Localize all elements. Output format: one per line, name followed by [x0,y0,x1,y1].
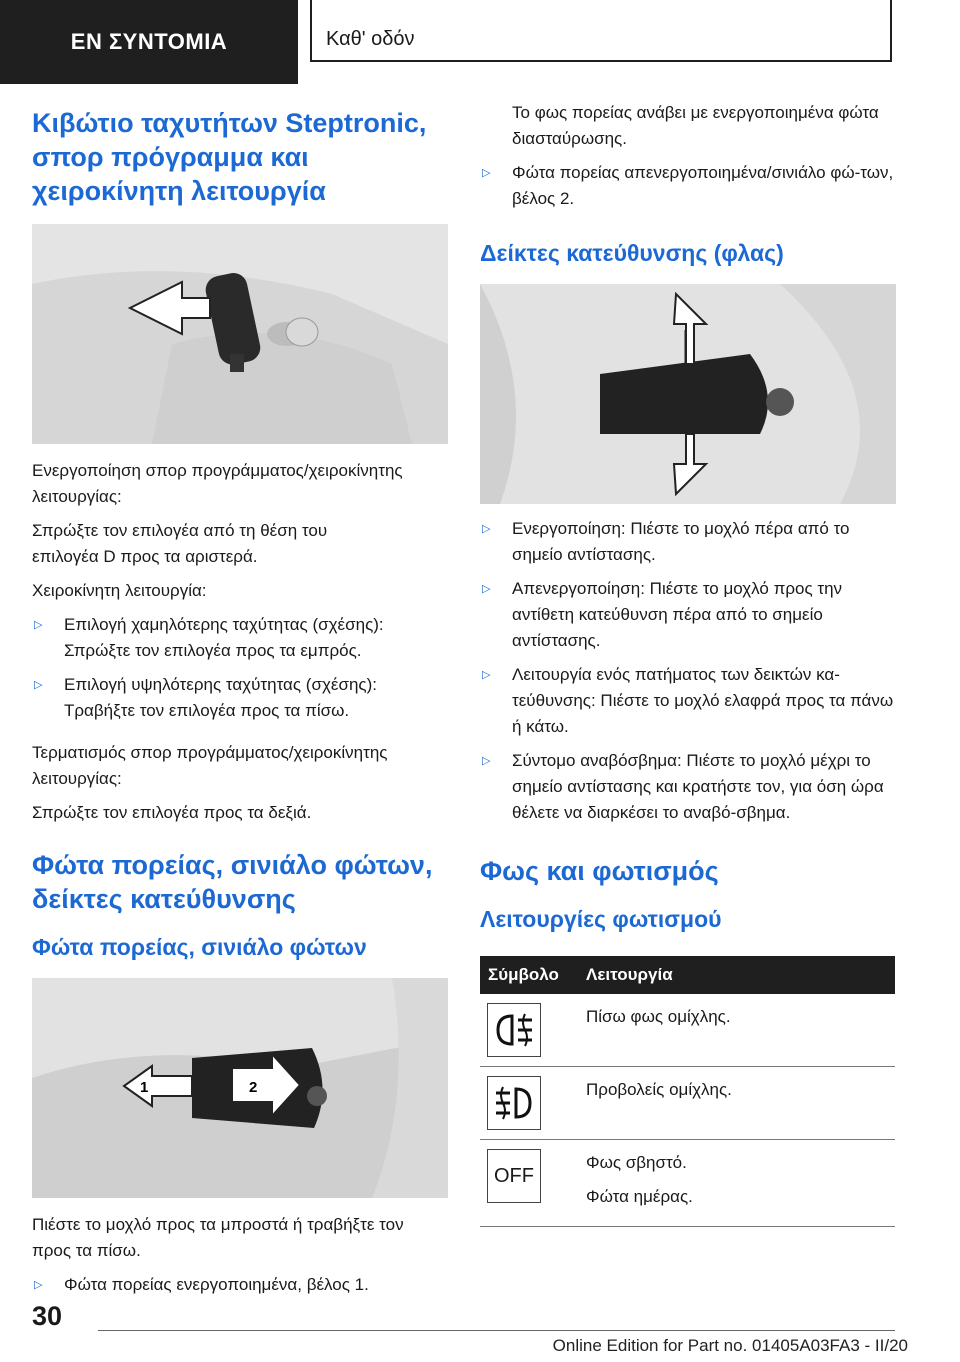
left-column [32,100,452,1298]
turn-signal-subheading: Δείκτες κατεύθυνσης (φλας) [480,240,784,266]
paragraph: Ενεργοποίηση σπορ προγράμματος/χειροκίνητης λειτουργίας: [32,461,403,506]
bullet-triangle-icon: ▷ [34,619,43,631]
list-item: ▷ Επιλογή χαμηλότερης ταχύτητας (σχέσης): Σπρώξτε τον επιλογέα προς τα εμπρός. [32,612,452,664]
bullet-triangle-icon: ▷ [482,583,491,595]
table-header-function: Λειτουργία [578,956,895,994]
footer-divider [98,1330,895,1331]
table-row [480,1067,895,1140]
lighting-symbol-table [480,956,895,1227]
table-row [480,994,895,1067]
row-text: Φως σβηστό. [586,1153,687,1172]
section-tab [0,0,298,84]
list-item: ▷ Ενεργοποίηση: Πιέστε το μοχλό πέρα από το σημείο αντίστασης. [480,516,900,568]
bullet-triangle-icon: ▷ [482,669,491,681]
high-beam-subheading: Φώτα πορείας, σινιάλο φώτων [32,934,367,960]
lighting-heading: Φως και φωτισμός [480,856,719,886]
paragraph: Σπρώξτε τον επιλογέα από τη θέση του επιλογέα D προς τα αριστερά. [32,521,328,566]
row-text: Φώτα ημέρας. [586,1187,693,1206]
arrow-label-2: 2 [249,1079,258,1096]
table-header-row [480,956,895,994]
list-item: ▷ Φώτα πορείας απενεργοποιημένα/σινιάλο φώ‐των, βέλος 2. [480,160,900,212]
high-beam-lever-image [32,978,448,1198]
off-symbol-text: OFF [494,1165,534,1187]
bullet-triangle-icon: ▷ [482,755,491,767]
off-icon [487,1149,541,1203]
paragraph: Χειροκίνητη λειτουργία: [32,581,207,600]
edition-footer: Online Edition for Part no. 01405A03FA3 - II/20 [552,1336,908,1355]
list-item: ▷ Λειτουργία ενός πατήματος των δεικτών κα‐τεύθυνσης: Πιέστε το μοχλό ελαφρά προς τα πάνω ή κάτω. [480,662,900,740]
chapter-title: Καθ' οδόν [326,28,415,50]
arrow-label-1: 1 [140,1079,149,1096]
paragraph: Σπρώξτε τον επιλογέα προς τα δεξιά. [32,803,312,822]
steptronic-heading: Κιβώτιο ταχυτήτων Steptronic, σπορ πρόγραμμα και χειροκίνητη λειτουργία [32,108,427,206]
front-fog-light-icon [487,1076,541,1130]
section-tab-label: ΕΝ ΣΥΝΤΟΜΙΑ [70,29,228,54]
right-column [480,100,900,1227]
headlight-heading: Φώτα πορείας, σινιάλο φώτων, δείκτες κατεύθυνσης [32,850,433,914]
gear-selector-image [32,224,448,444]
lighting-functions-subheading: Λειτουργίες φωτισμού [480,906,722,932]
page-number: 30 [32,1301,63,1331]
turn-signal-lever-image [480,284,896,504]
paragraph: Τερματισμός σπορ προγράμματος/χειροκίνητης λειτουργίας: [32,743,388,788]
list-item: ▷ Απενεργοποίηση: Πιέστε το μοχλό προς την αντίθετη κατεύθυνση πέρα από το σημείο αντίστασης. [480,576,900,654]
bullet-triangle-icon: ▷ [482,167,491,179]
bullet-triangle-icon: ▷ [34,1279,43,1291]
table-row [480,1140,895,1227]
rear-fog-light-icon [487,1003,541,1057]
bullet-triangle-icon: ▷ [482,523,491,535]
paragraph: Πιέστε το μοχλό προς τα μπροστά ή τραβήξτε τον προς τα πίσω. [32,1215,404,1260]
list-item: ▷ Σύντομο αναβόσβημα: Πιέστε το μοχλό μέχρι το σημείο αντίστασης και κρατήστε τον, για όση ώρα θέλετε να διαρκέσει το αναβό‐σβημα. [480,748,900,826]
list-item: ▷ Φώτα πορείας ενεργοποιημένα, βέλος 1. [32,1272,452,1298]
bullet-triangle-icon: ▷ [34,679,43,691]
paragraph: Το φως πορείας ανάβει με ενεργοποιημένα φώτα διασταύρωσης. [512,103,879,148]
list-item: ▷ Επιλογή υψηλότερης ταχύτητας (σχέσης): Τραβήξτε τον επιλογέα προς τα πίσω. [32,672,452,724]
table-header-symbol: Σύμβολο [480,956,578,994]
row-text: Πίσω φως ομίχλης. [578,994,895,1067]
row-text: Προβολείς ομίχλης. [578,1067,895,1140]
